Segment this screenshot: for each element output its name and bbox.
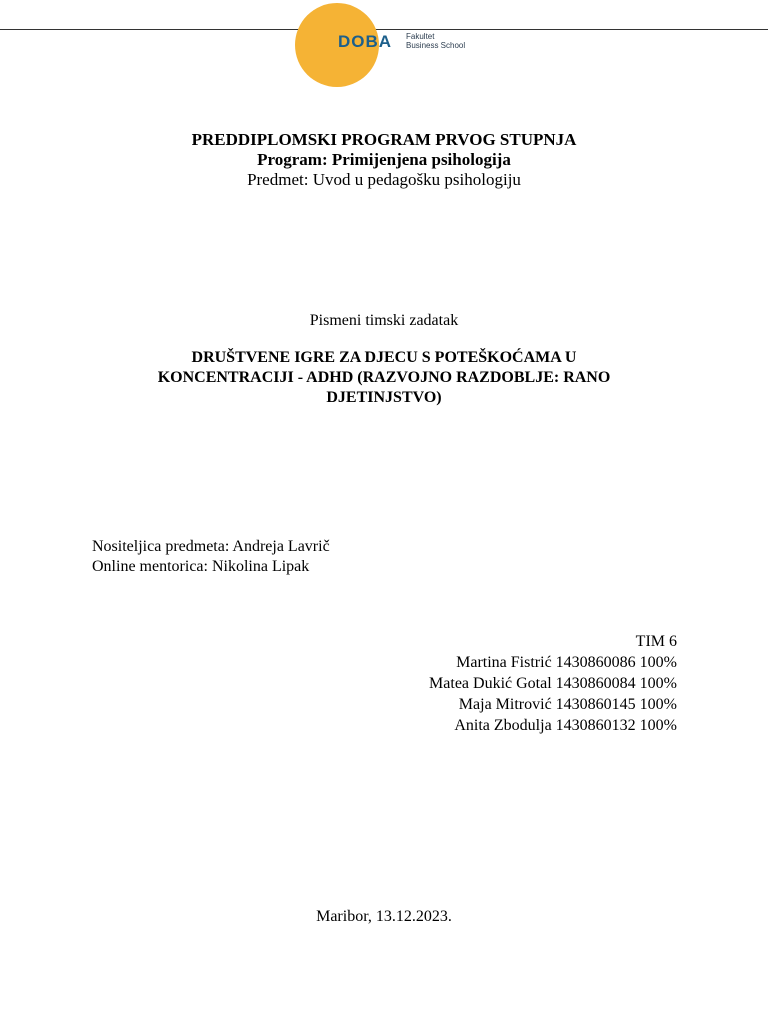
team-member: Anita Zbodulja 1430860132 100% <box>454 717 677 734</box>
online-mentor: Online mentorica: Nikolina Lipak <box>92 558 310 575</box>
program-heading: PREDDIPLOMSKI PROGRAM PRVOG STUPNJA <box>191 130 577 149</box>
task-title-line-1: DRUŠTVENE IGRE ZA DJECU S POTEŠKOĆAMA U <box>191 349 577 366</box>
task-title-line-2: KONCENTRACIJI - ADHD (RAZVOJNO RAZDOBLJE: RANO <box>157 369 611 386</box>
program-name: Program: Primijenjena psihologija <box>257 150 511 169</box>
logo-brand: DOBA <box>338 32 393 51</box>
course-staff <box>92 537 330 577</box>
subject-line: Predmet: Uvod u pedagošku psihologiju <box>247 170 521 189</box>
task-type: Pismeni timski zadatak <box>309 312 459 329</box>
logo-subtitle <box>406 32 465 50</box>
course-holder: Nositeljica predmeta: Andreja Lavrič <box>92 538 330 555</box>
header-rule <box>0 29 768 30</box>
team-member: Matea Dukić Gotal 1430860084 100% <box>429 675 677 692</box>
logo-subtitle-line-2: Business School <box>406 41 466 50</box>
task-title <box>109 348 659 408</box>
task-title-line-3: DJETINJSTVO) <box>326 389 442 406</box>
team-member: Maja Mitrović 1430860145 100% <box>458 696 677 713</box>
team-name: TIM 6 <box>635 633 677 650</box>
logo-subtitle-line-1: Fakultet <box>406 32 435 41</box>
place-and-date: Maribor, 13.12.2023. <box>316 908 452 925</box>
team-member: Martina Fistrić 1430860086 100% <box>456 654 677 671</box>
team-block <box>429 631 677 736</box>
